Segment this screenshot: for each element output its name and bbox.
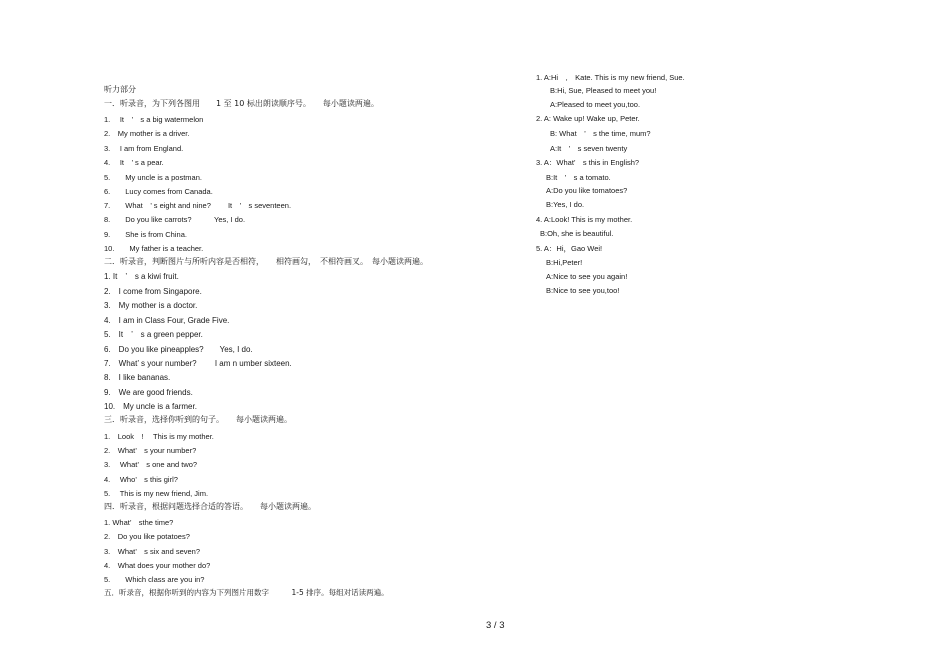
s2-item-7: 7. What’ s your number? I am n umber sixteen. <box>104 359 292 368</box>
section-3-title: 三．听录音，选择你听到的句子。 每小题读两遍。 <box>104 415 292 424</box>
dialog-3-line-c: A:Do you like tomatoes? <box>546 186 628 195</box>
s2-item-5: 5. It ’ s a green pepper. <box>104 330 203 339</box>
s4-item-3: 3. What’ s six and seven? <box>104 547 201 556</box>
s3-item-4: 4. Who’ s this girl? <box>104 475 178 484</box>
s2-item-2: 2. I come from Singapore. <box>104 287 202 296</box>
s3-item-5: 5. This is my new friend, Jim. <box>104 489 209 498</box>
s1-item-10: 10. My father is a teacher. <box>104 244 204 253</box>
s1-item-1: 1. It ’ s a big watermelon <box>104 115 204 124</box>
section-4-title: 四．听录音，根据问题选择合适的答语。 每小题读两遍。 <box>104 502 316 511</box>
s3-item-3: 3. What’ s one and two? <box>104 460 198 469</box>
s2-item-1: 1. It ’ s a kiwi fruit. <box>104 272 179 281</box>
s2-item-4: 4. I am in Class Four, Grade Five. <box>104 316 230 325</box>
dialog-4-line-a: 4. A:Look! This is my mother. <box>536 215 633 224</box>
dialog-3-line-d: B:Yes, I do. <box>546 200 585 209</box>
dialog-5-line-a: 5. A：Hi，Gao Wei! <box>536 244 603 253</box>
s1-item-2: 2. My mother is a driver. <box>104 129 190 138</box>
section-2-title: 二．听录音，判断图片与所听内容是否相符， 相符画勾， 不相符画叉。 每小题读两遍。 <box>104 257 428 266</box>
s2-item-3: 3. My mother is a doctor. <box>104 301 198 310</box>
s2-item-6: 6. Do you like pineapples? Yes, I do. <box>104 345 253 354</box>
dialog-2-line-c: A:It ’ s seven twenty <box>550 144 628 153</box>
section-5-title: 五．听录音，根据你听到的内容为下列图片用数字 1-5 排序。每组对话读两遍。 <box>104 588 389 597</box>
s2-item-9: 9. We are good friends. <box>104 388 193 397</box>
dialog-4-line-b: B:Oh, she is beautiful. <box>540 229 614 238</box>
section-heading: 听力部分 <box>104 85 136 94</box>
s1-item-6: 6. Lucy comes from Canada. <box>104 187 213 196</box>
section-1-title: 一．听录音，为下列各图用 1 至 10 标出朗读顺序号。 每小题读两遍。 <box>104 99 379 108</box>
s2-item-10: 10. My uncle is a farmer. <box>104 402 197 411</box>
dialog-2-line-a: 2. A: Wake up! Wake up, Peter. <box>536 114 640 123</box>
s2-item-8: 8. I like bananas. <box>104 373 171 382</box>
dialog-1-line-a: 1. A:Hi , Kate. This is my new friend, Sue. <box>536 73 685 82</box>
page-number: 3 / 3 <box>486 620 505 631</box>
dialog-5-line-c: A:Nice to see you again! <box>546 272 628 281</box>
dialog-3-line-b: B:It ’ s a tomato. <box>546 173 611 182</box>
dialog-3-line-a: 3. A：What’ s this in English? <box>536 158 640 167</box>
right-column <box>480 0 950 600</box>
s3-item-1: 1. Look ! This is my mother. <box>104 432 214 441</box>
s1-item-8: 8. Do you like carrots? Yes, I do. <box>104 215 246 224</box>
dialog-5-line-d: B:Nice to see you,too! <box>546 286 620 295</box>
dialog-5-line-b: B:Hi,Peter! <box>546 258 583 267</box>
s1-item-3: 3. I am from England. <box>104 144 184 153</box>
s1-item-4: 4. It ’ s a pear. <box>104 158 164 167</box>
s1-item-7: 7. What ’ s eight and nine? It ’ s seventeen. <box>104 201 292 210</box>
s4-item-1: 1. What’ sthe time? <box>104 518 174 527</box>
dialog-2-line-b: B: What ’ s the time, mum? <box>550 129 651 138</box>
s1-item-5: 5. My uncle is a postman. <box>104 173 202 182</box>
s1-item-9: 9. She is from China. <box>104 230 187 239</box>
s3-item-2: 2. What’ s your number? <box>104 446 197 455</box>
dialog-1-line-c: A:Pleased to meet you,too. <box>550 100 641 109</box>
s4-item-5: 5. Which class are you in? <box>104 575 205 584</box>
dialog-1-line-b: B:Hi, Sue, Pleased to meet you! <box>550 86 657 95</box>
s4-item-2: 2. Do you like potatoes? <box>104 532 190 541</box>
s4-item-4: 4. What does your mother do? <box>104 561 211 570</box>
